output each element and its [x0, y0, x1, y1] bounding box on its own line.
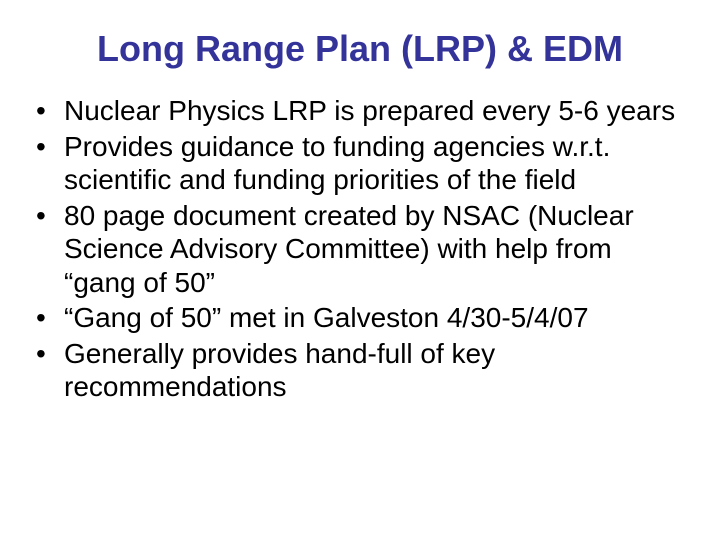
- bullet-item: [36, 199, 676, 300]
- bullet-list: [36, 94, 676, 406]
- bullet-item: [36, 94, 676, 128]
- bullet-icon: •: [36, 95, 46, 126]
- bullet-text: Generally provides hand-full of key recommendations: [64, 337, 496, 402]
- bullet-item: [36, 130, 676, 197]
- slide-title: Long Range Plan (LRP) & EDM: [97, 28, 623, 69]
- bullet-icon: •: [36, 337, 46, 369]
- bullet-text: 80 page document created by NSAC (Nuclear Science Advisory Committee) with help from “gang of 50”: [64, 199, 634, 298]
- bullet-item: [36, 301, 676, 335]
- bullet-text: Nuclear Physics LRP is prepared every 5-6 years: [64, 95, 676, 126]
- bullet-text: Provides guidance to funding agencies w.r.t. scientific and funding priorities of the field: [64, 130, 611, 195]
- bullet-icon: •: [36, 199, 46, 231]
- bullet-icon: •: [36, 302, 46, 333]
- bullet-text: “Gang of 50” met in Galveston 4/30-5/4/07: [64, 302, 589, 333]
- bullet-icon: •: [36, 130, 46, 162]
- bullet-item: [36, 337, 676, 404]
